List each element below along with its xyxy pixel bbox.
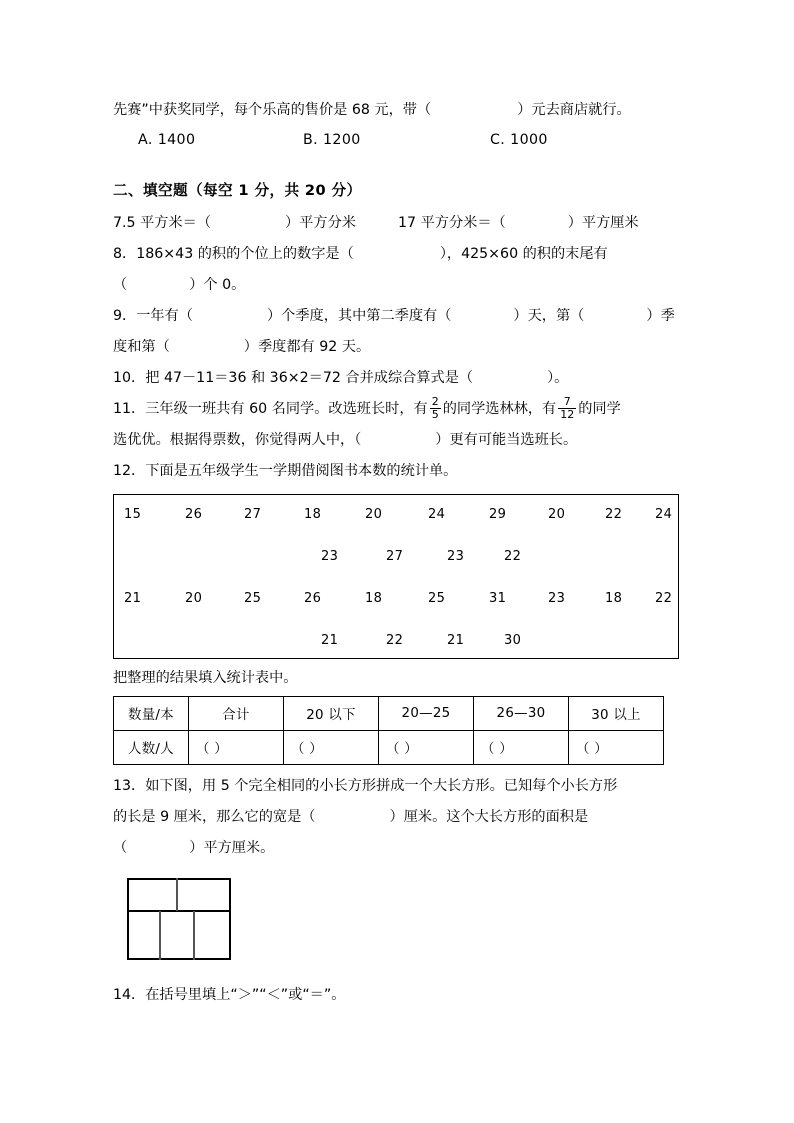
fraction-denominator: 12 bbox=[560, 407, 575, 421]
data-value: 24 bbox=[655, 507, 673, 522]
option-c-key: C. bbox=[490, 132, 506, 148]
data-row bbox=[114, 549, 678, 575]
question-9-text-a: 9．一年有（ bbox=[113, 308, 193, 324]
statistics-table bbox=[113, 696, 664, 765]
row-label-people: 人数/人 bbox=[114, 731, 189, 765]
question-10-text-b: ）。 bbox=[547, 370, 569, 386]
fraction-numerator: 7 bbox=[563, 395, 571, 409]
cell-26-30-blank[interactable]: （ ） bbox=[474, 731, 569, 765]
data-value: 20 bbox=[185, 591, 203, 606]
data-value: 26 bbox=[304, 591, 322, 606]
question-7-right bbox=[398, 208, 639, 239]
data-value: 18 bbox=[605, 591, 623, 606]
table-caption: 把整理的结果填入统计表中。 bbox=[113, 670, 298, 686]
data-value: 18 bbox=[365, 591, 383, 606]
question-11-line-2 bbox=[113, 425, 683, 456]
rectangle-figure bbox=[127, 878, 231, 960]
data-value: 18 bbox=[304, 507, 322, 522]
data-value: 27 bbox=[244, 507, 262, 522]
data-value: 25 bbox=[428, 591, 446, 606]
data-value: 21 bbox=[447, 633, 465, 648]
question-13-line-3 bbox=[113, 833, 683, 864]
question-11-text-d: 选优优。根据得票数，你觉得两人中，（ bbox=[113, 432, 362, 448]
fraction-seven-twelfths bbox=[558, 396, 576, 421]
question-7-left-after: ）平方分米 bbox=[285, 215, 356, 231]
header-above-30: 30 以上 bbox=[569, 697, 664, 731]
data-value: 26 bbox=[185, 507, 203, 522]
option-b-key: B. bbox=[303, 132, 319, 148]
data-value: 21 bbox=[124, 591, 142, 606]
cell-total-blank[interactable]: （ ） bbox=[189, 731, 284, 765]
question-12-stem: 12．下面是五年级学生一学期借阅图书本数的统计单。 bbox=[113, 463, 458, 479]
question-8-text-c: （ bbox=[113, 277, 128, 293]
data-value: 22 bbox=[386, 633, 404, 648]
question-8-line-2 bbox=[113, 270, 683, 301]
option-a[interactable] bbox=[138, 132, 195, 148]
data-value: 15 bbox=[124, 507, 142, 522]
data-row bbox=[114, 591, 678, 617]
question-13-text-d: ）平方厘米。 bbox=[189, 840, 275, 856]
question-7-left-before: 7.5 平方米＝（ bbox=[113, 215, 212, 231]
question-14: 14．在括号里填上“＞”“＜”或“＝”。 bbox=[113, 987, 346, 1003]
question-7-right-before: 17 平方分米＝（ bbox=[398, 215, 506, 231]
option-a-value: 1400 bbox=[157, 132, 196, 148]
question-7-left bbox=[113, 208, 356, 239]
option-a-key: A. bbox=[138, 132, 153, 148]
data-value: 27 bbox=[386, 549, 404, 564]
cell-above-30-blank[interactable]: （ ） bbox=[569, 731, 664, 765]
question-11-text-a: 11．三年级一班共有 60 名同学。改选班长时，有 bbox=[113, 401, 428, 417]
question-9-line-2 bbox=[113, 332, 683, 363]
question-7 bbox=[113, 208, 683, 239]
data-value: 30 bbox=[504, 633, 522, 648]
data-value: 24 bbox=[428, 507, 446, 522]
cell-below-20-blank[interactable]: （ ） bbox=[284, 731, 379, 765]
option-c-value: 1000 bbox=[510, 132, 548, 148]
question-8-text-a: 8．186×43 的积的个位上的数字是（ bbox=[113, 246, 354, 262]
data-value: 20 bbox=[365, 507, 383, 522]
page-content bbox=[113, 95, 683, 1010]
question-9-text-b: ）个季度，其中第二季度有（ bbox=[266, 308, 452, 324]
question-6-stem bbox=[113, 95, 683, 126]
data-value: 22 bbox=[655, 591, 673, 606]
data-value: 23 bbox=[548, 591, 566, 606]
table-header-row bbox=[114, 697, 664, 731]
figure-bottom-vertical-divider-1 bbox=[159, 911, 161, 960]
question-11-text-b: 的同学选林林，有 bbox=[442, 401, 557, 417]
option-c[interactable] bbox=[490, 132, 548, 148]
question-9-text-f: ）季度都有 92 天。 bbox=[243, 339, 371, 355]
data-row bbox=[114, 507, 678, 533]
data-value: 31 bbox=[489, 591, 507, 606]
question-13-text-c: （ bbox=[113, 840, 128, 856]
question-9-text-d: ）季 bbox=[646, 308, 675, 324]
question-8-text-d: ）个 0。 bbox=[189, 277, 246, 293]
section-2-heading: 二、填空题（每空 1 分，共 20 分） bbox=[113, 182, 362, 199]
data-value: 25 bbox=[244, 591, 262, 606]
data-row bbox=[114, 633, 678, 659]
option-b[interactable] bbox=[303, 132, 361, 148]
question-6-stem-text: 先赛”中获奖同学，每个乐高的售价是 68 元，带（ bbox=[113, 102, 432, 118]
data-value: 23 bbox=[321, 549, 339, 564]
cell-20-25-blank[interactable]: （ ） bbox=[379, 731, 474, 765]
table-row bbox=[114, 731, 664, 765]
data-value: 20 bbox=[548, 507, 566, 522]
question-10-text-a: 10．把 47－11＝36 和 36×2＝72 合并成综合算式是（ bbox=[113, 370, 474, 386]
question-9-text-e: 度和第（ bbox=[113, 339, 170, 355]
header-below-20: 20 以下 bbox=[284, 697, 379, 731]
question-8-text-b: ），425×60 的积的末尾有 bbox=[439, 246, 608, 262]
fraction-two-fifths bbox=[430, 396, 441, 421]
question-9-text-c: ）天，第（ bbox=[513, 308, 585, 324]
question-11-line-1 bbox=[113, 394, 683, 425]
figure-horizontal-divider bbox=[127, 910, 231, 912]
question-13-text-b: ）厘米。这个大长方形的面积是 bbox=[389, 809, 589, 825]
question-8-line-1 bbox=[113, 239, 683, 270]
fraction-numerator: 2 bbox=[431, 395, 439, 409]
question-11-text-e: ）更有可能当选班长。 bbox=[435, 432, 578, 448]
data-value: 29 bbox=[489, 507, 507, 522]
data-value: 22 bbox=[504, 549, 522, 564]
question-13-line-2 bbox=[113, 802, 683, 833]
question-7-right-after: ）平方厘米 bbox=[567, 215, 639, 231]
header-quantity: 数量/本 bbox=[114, 697, 189, 731]
header-26-30: 26—30 bbox=[474, 697, 569, 731]
question-6-stem-tail: ）元去商店就行。 bbox=[517, 102, 631, 118]
question-6-options bbox=[113, 132, 683, 162]
question-11-text-c: 的同学 bbox=[578, 401, 621, 417]
question-13-text-a: 的长是 9 厘米，那么它的宽是（ bbox=[113, 809, 316, 825]
option-b-value: 1200 bbox=[322, 132, 361, 148]
figure-outer-rectangle bbox=[127, 878, 231, 960]
question-9-line-1 bbox=[113, 301, 683, 332]
data-value: 21 bbox=[321, 633, 339, 648]
figure-bottom-vertical-divider-2 bbox=[193, 911, 195, 960]
figure-top-vertical-divider bbox=[176, 878, 178, 911]
header-20-25: 20—25 bbox=[379, 697, 474, 731]
question-13-line-1: 13．如下图，用 5 个完全相同的小长方形拼成一个大长方形。已知每个小长方形 bbox=[113, 778, 618, 794]
data-box bbox=[113, 494, 679, 659]
header-total: 合计 bbox=[189, 697, 284, 731]
question-10 bbox=[113, 363, 683, 394]
fraction-denominator: 5 bbox=[431, 407, 439, 421]
data-value: 23 bbox=[447, 549, 465, 564]
data-value: 22 bbox=[605, 507, 623, 522]
